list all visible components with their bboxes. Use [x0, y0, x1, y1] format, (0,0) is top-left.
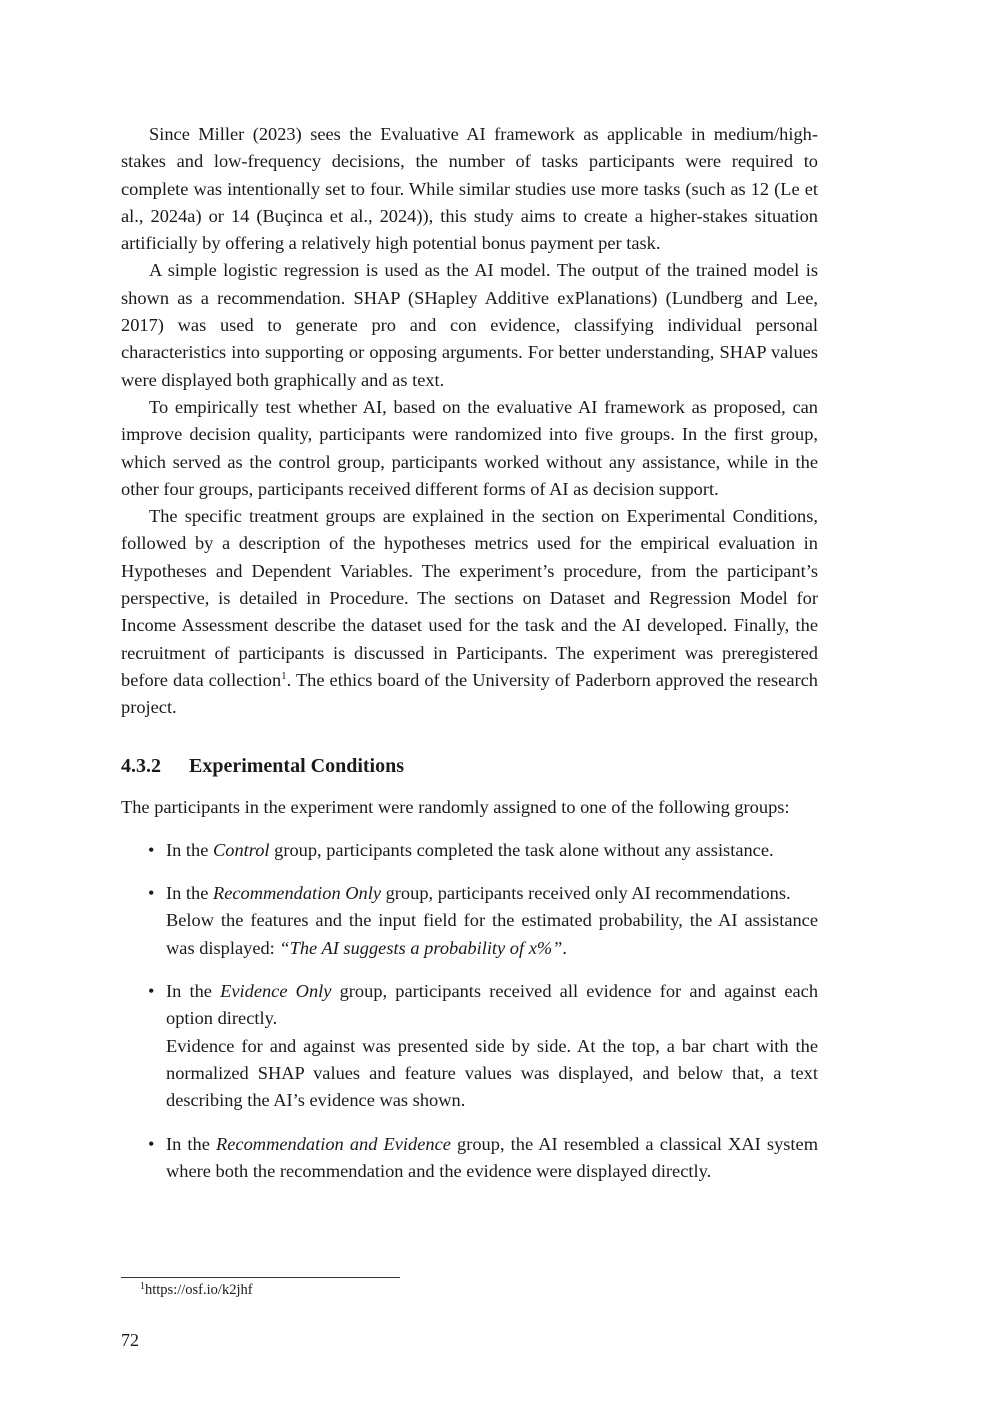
bullet-icon: •: [148, 981, 155, 1002]
condition-text: group, the AI resembled a classical XAI system where both the recommendation and the evidence were displayed directly.: [166, 1133, 819, 1181]
condition-text: group, participants completed the task alone without any assistance.: [269, 839, 774, 860]
bullet-icon: •: [148, 839, 155, 860]
section-intro: The participants in the experiment were randomly assigned to one of the following groups:: [121, 796, 790, 817]
condition-detail: [166, 907, 818, 962]
list-item: [121, 837, 818, 864]
condition-recommendation-and-evidence: [166, 1131, 818, 1186]
condition-control: [166, 837, 818, 864]
paragraph-4: [121, 503, 818, 721]
paragraph-1: Since Miller (2023) sees the Evaluative AI framework as applicable in medium/high-stakes and low-frequency decisions, the number of tasks participants were required to complete was intentionally set to four. While similar studies use more tasks (such as 12 (Le et al., 2024a) or 14 (Buçinca et al., 2024)), this study aims to create a higher-stakes situation artificially by offering a relatively high potential bonus payment per task.: [121, 124, 818, 254]
condition-name: Recommendation and Evidence: [216, 1133, 451, 1154]
footnote-link[interactable]: https://osf.io/k2jhf: [145, 1282, 253, 1298]
list-item: [121, 880, 818, 962]
section-heading: [121, 752, 818, 780]
condition-detail-text: Below the features and the input field for the estimated probability, the AI assistance was displayed:: [166, 910, 818, 958]
page-body: [121, 121, 818, 1201]
paragraph-4-main: The specific treatment groups are explained in the section on Experimental Conditions, followed by a description of the hypotheses metrics used for the empirical evaluation in Hypotheses and Dependent Variables. The experiment’s procedure, from the participant’s perspective, is detailed in Procedure. The sections on Dataset and Regression Model for Income Assessment describe the dataset used for the task and the AI developed. Finally, the recruitment of participants is discussed in Participants. The experiment was preregistered before data collection: [121, 506, 818, 690]
list-item: [121, 1131, 818, 1186]
paragraph-2: A simple logistic regression is used as the AI model. The output of the trained model is shown as a recommendation. SHAP (SHapley Additive exPlanations) (Lundberg and Lee, 2017) was used to generate pro and con evidence, classifying individual personal characteristics into supporting or opposing arguments. For better understanding, SHAP values were displayed both graphically and as text.: [121, 260, 818, 390]
footnote-reference[interactable]: 1: [281, 669, 287, 682]
condition-detail: Evidence for and against was presented side by side. At the top, a bar chart with the normalized SHAP values and feature values was displayed, and below that, a text describing the AI’s evidence was shown.: [166, 1035, 818, 1111]
condition-prefix: In the: [166, 1133, 217, 1154]
condition-name: Control: [212, 839, 270, 860]
footnote: [140, 1280, 253, 1300]
section-title: Experimental Conditions: [189, 754, 405, 777]
paragraph-4-end: . The ethics board of the University of Paderborn approved the research project.: [121, 669, 818, 718]
condition-detail-quote: “The AI suggests a probability of x%”: [279, 937, 563, 958]
page-number: 72: [121, 1330, 139, 1350]
bullet-icon: •: [148, 883, 155, 904]
list-item: [121, 978, 818, 1114]
condition-prefix: In the: [166, 839, 213, 860]
condition-prefix: In the: [166, 981, 221, 1002]
footnote-mark: 1: [140, 1281, 145, 1292]
condition-prefix: In the: [166, 883, 213, 904]
condition-evidence-only: [166, 978, 818, 1033]
condition-text: group, participants received only AI recommendations.: [381, 883, 791, 904]
condition-detail-end: .: [562, 937, 568, 958]
paragraph-3: To empirically test whether AI, based on the evaluative AI framework as proposed, can improve decision quality, participants were randomized into five groups. In the first group, which served as the control group, participants worked without any assistance, while in the other four groups, participants received different forms of AI as decision support.: [121, 396, 818, 499]
condition-name: Evidence Only: [220, 981, 332, 1002]
bullet-icon: •: [148, 1133, 155, 1154]
section-number: 4.3.2: [121, 754, 161, 777]
condition-recommendation-only: [166, 880, 818, 907]
footnote-divider: [121, 1277, 400, 1278]
condition-name: Recommendation Only: [212, 883, 382, 904]
conditions-list: [121, 837, 818, 1185]
condition-text: group, participants received all evidence for and against each option directly.: [166, 981, 819, 1029]
